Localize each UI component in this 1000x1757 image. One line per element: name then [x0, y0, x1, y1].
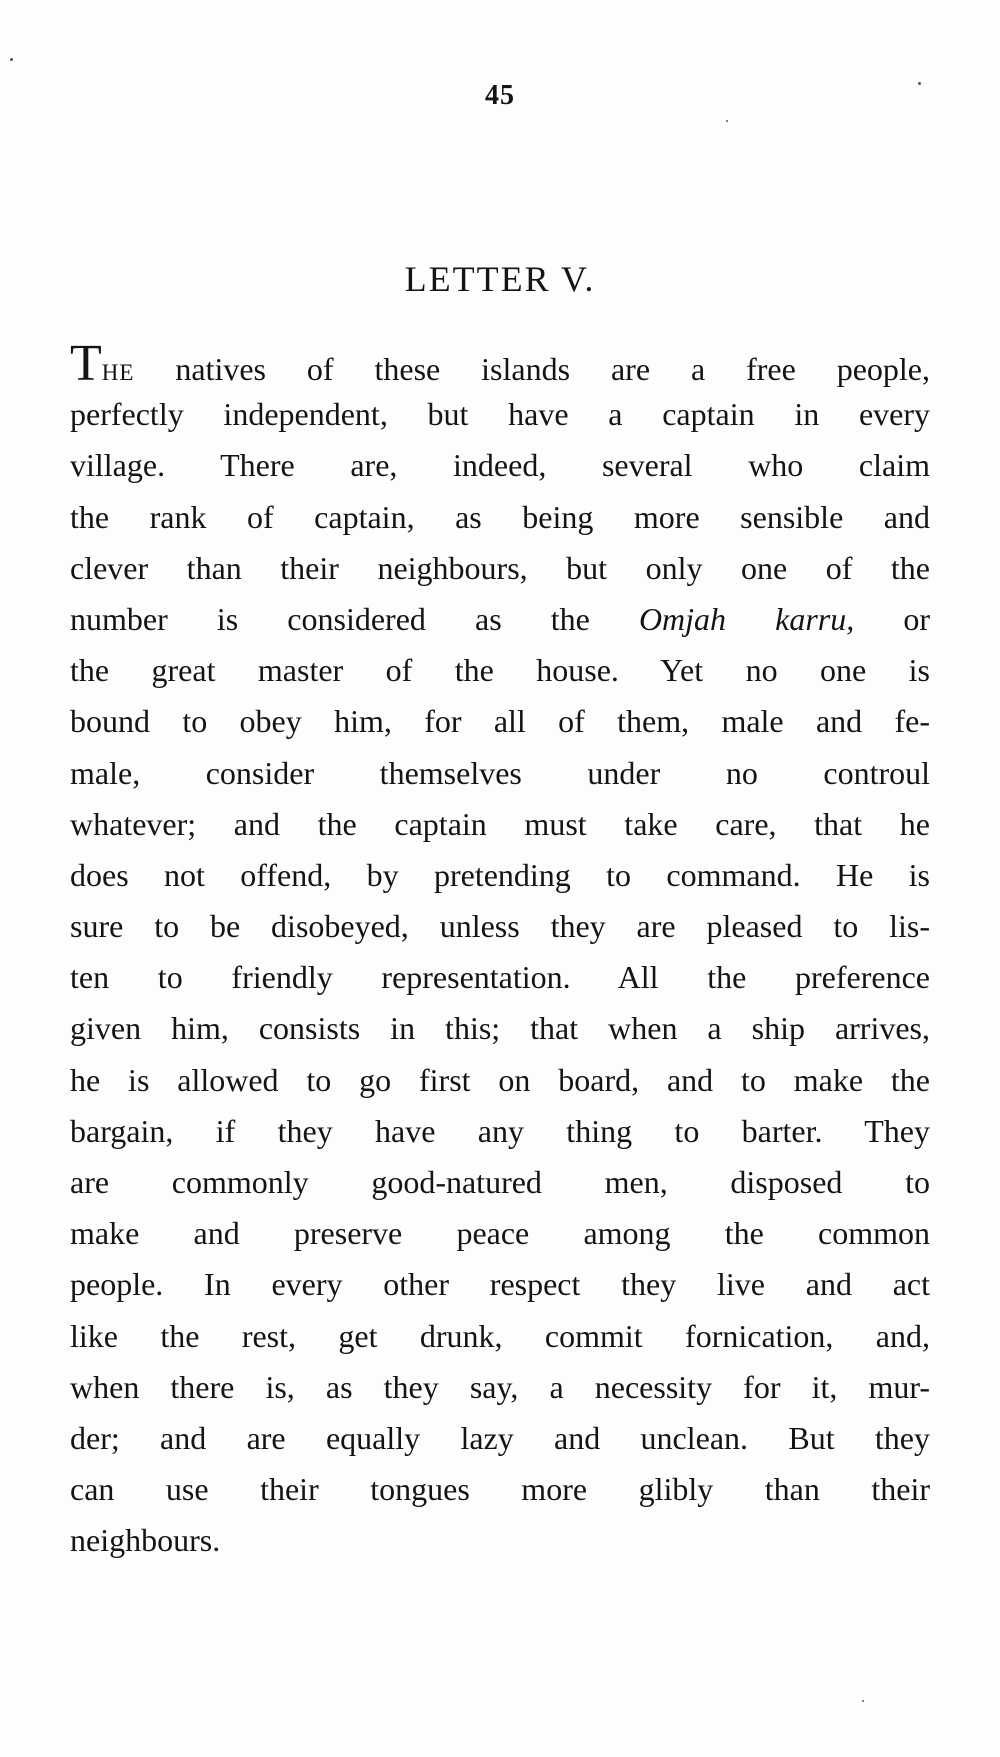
small-caps: HE [101, 360, 135, 385]
text-line-20: like the rest, get drunk, commit fornication, and, [70, 1317, 930, 1354]
letter-heading: LETTER V. [404, 259, 596, 299]
speck-mark [726, 120, 728, 122]
text-line-23: can use their tongues more glibly than their [70, 1471, 930, 1508]
text-line-18: make and preserve peace among the common [70, 1215, 930, 1252]
text-line-1-rest: natives of these islands are a free people, [134, 351, 930, 387]
text-line-19: people. In every other respect they live and act [70, 1266, 930, 1303]
text-line-10: whatever; and the captain must take care, that he [70, 805, 930, 842]
omjah-karru-term: Omjah karru, [638, 600, 855, 637]
text-line-14: given him, consists in this; that when a ship arrives, [70, 1010, 930, 1047]
text-line-22: der; and are equally lazy and unclean. But they [70, 1419, 930, 1456]
text-line-13: ten to friendly representation. All the preference [70, 959, 930, 996]
letter-body [70, 335, 931, 1567]
text-line-6 [70, 594, 930, 645]
text-line-17: are commonly good-natured men, disposed to [70, 1164, 930, 1200]
text-line-12: sure to be disobeyed, unless they are pleased to lis- [70, 908, 930, 945]
text-line-8: bound to obey him, for all of them, male and fe- [70, 703, 930, 740]
text-line-9: male, consider themselves under no controul [70, 754, 930, 791]
text-line-16: bargain, if they have any thing to barter. They [70, 1112, 930, 1149]
speck-mark [918, 82, 921, 85]
text-line-6-after: or [854, 600, 931, 637]
text-line-24: neighbours. [70, 1522, 221, 1559]
text-line-7: the great master of the house. Yet no one is [70, 652, 930, 689]
text-line-6-before: number is considered as the [70, 600, 639, 637]
text-line-1 [70, 335, 930, 392]
drop-cap: T [70, 335, 102, 392]
speck-mark [10, 58, 13, 61]
text-line-3: village. There are, indeed, several who claim [70, 447, 930, 484]
text-line-4: the rank of captain, as being more sensible and [70, 498, 930, 535]
text-line-15: he is allowed to go first on board, and to make the [70, 1061, 930, 1098]
page-number: 45 [485, 80, 515, 111]
text-line-11: does not offend, by pretending to command. He is [70, 856, 930, 893]
text-line-21: when there is, as they say, a necessity for it, mur- [70, 1368, 930, 1405]
text-line-2: perfectly independent, but have a captain in every [70, 396, 930, 433]
text-line-5: clever than their neighbours, but only one of the [70, 549, 930, 586]
speck-mark [862, 1700, 864, 1702]
